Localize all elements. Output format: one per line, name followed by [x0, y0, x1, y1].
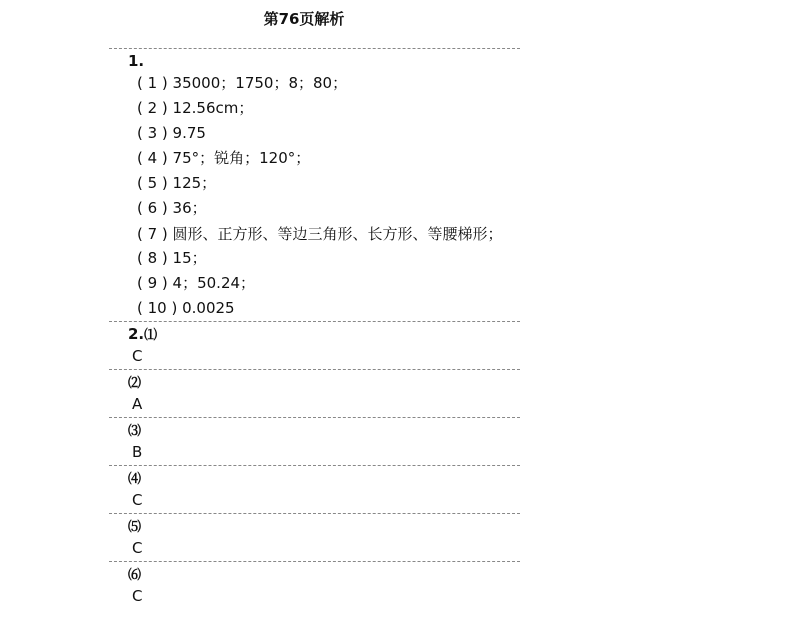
- question-2-part-1-head: [109, 324, 520, 344]
- q1-answer-1: ( 1 ) 35000；1750；8；80；: [137, 74, 348, 92]
- question-1-section: [109, 48, 520, 321]
- choice-answer: A: [132, 395, 143, 413]
- question-2-part-1-section: [109, 321, 520, 369]
- q1-answer-5: ( 5 ) 125；: [137, 174, 217, 192]
- q1-answer-4: ( 4 ) 75°；锐角；120°；: [137, 149, 311, 167]
- q1-answer-2: ( 2 ) 12.56cm；: [137, 99, 254, 117]
- q1-answer-8: ( 8 ) 15；: [137, 249, 207, 267]
- part-label: ⑴: [144, 328, 158, 343]
- q1-answer-7: ( 7 ) 圆形、正方形、等边三角形、长方形、等腰梯形；: [137, 225, 503, 243]
- question-1-number: 1.: [128, 52, 145, 70]
- question-2-part-2-section: [109, 369, 520, 417]
- choice-answer: B: [132, 443, 143, 461]
- choice-answer: C: [132, 347, 143, 365]
- choice-answer: C: [132, 539, 143, 557]
- q1-answer-9: ( 9 ) 4；50.24；: [137, 274, 256, 292]
- question-2-part-3-head: [109, 420, 520, 440]
- part-label: ⑵: [128, 376, 142, 391]
- answer-content: [109, 48, 520, 609]
- choice-answer: C: [132, 587, 143, 605]
- question-2-part-5-section: [109, 513, 520, 561]
- part-label: ⑸: [128, 520, 142, 535]
- q1-answer-10: ( 10 ) 0.0025: [137, 299, 235, 317]
- question-2-part-6-head: [109, 564, 520, 584]
- question-2-part-4-section: [109, 465, 520, 513]
- part-label: ⑶: [128, 424, 142, 439]
- q1-answer-3: ( 3 ) 9.75: [137, 124, 206, 142]
- page-title: 第76页解析: [263, 10, 345, 28]
- part-label: ⑹: [128, 568, 142, 583]
- question-2-part-5-head: [109, 516, 520, 536]
- choice-answer: C: [132, 491, 143, 509]
- question-2-part-3-section: [109, 417, 520, 465]
- question-2-part-4-head: [109, 468, 520, 488]
- question-2-number: 2.: [128, 325, 145, 343]
- question-2-part-6-section: [109, 561, 520, 609]
- part-label: ⑷: [128, 472, 142, 487]
- q1-answer-6: ( 6 ) 36；: [137, 199, 207, 217]
- question-2-part-2-head: [109, 372, 520, 392]
